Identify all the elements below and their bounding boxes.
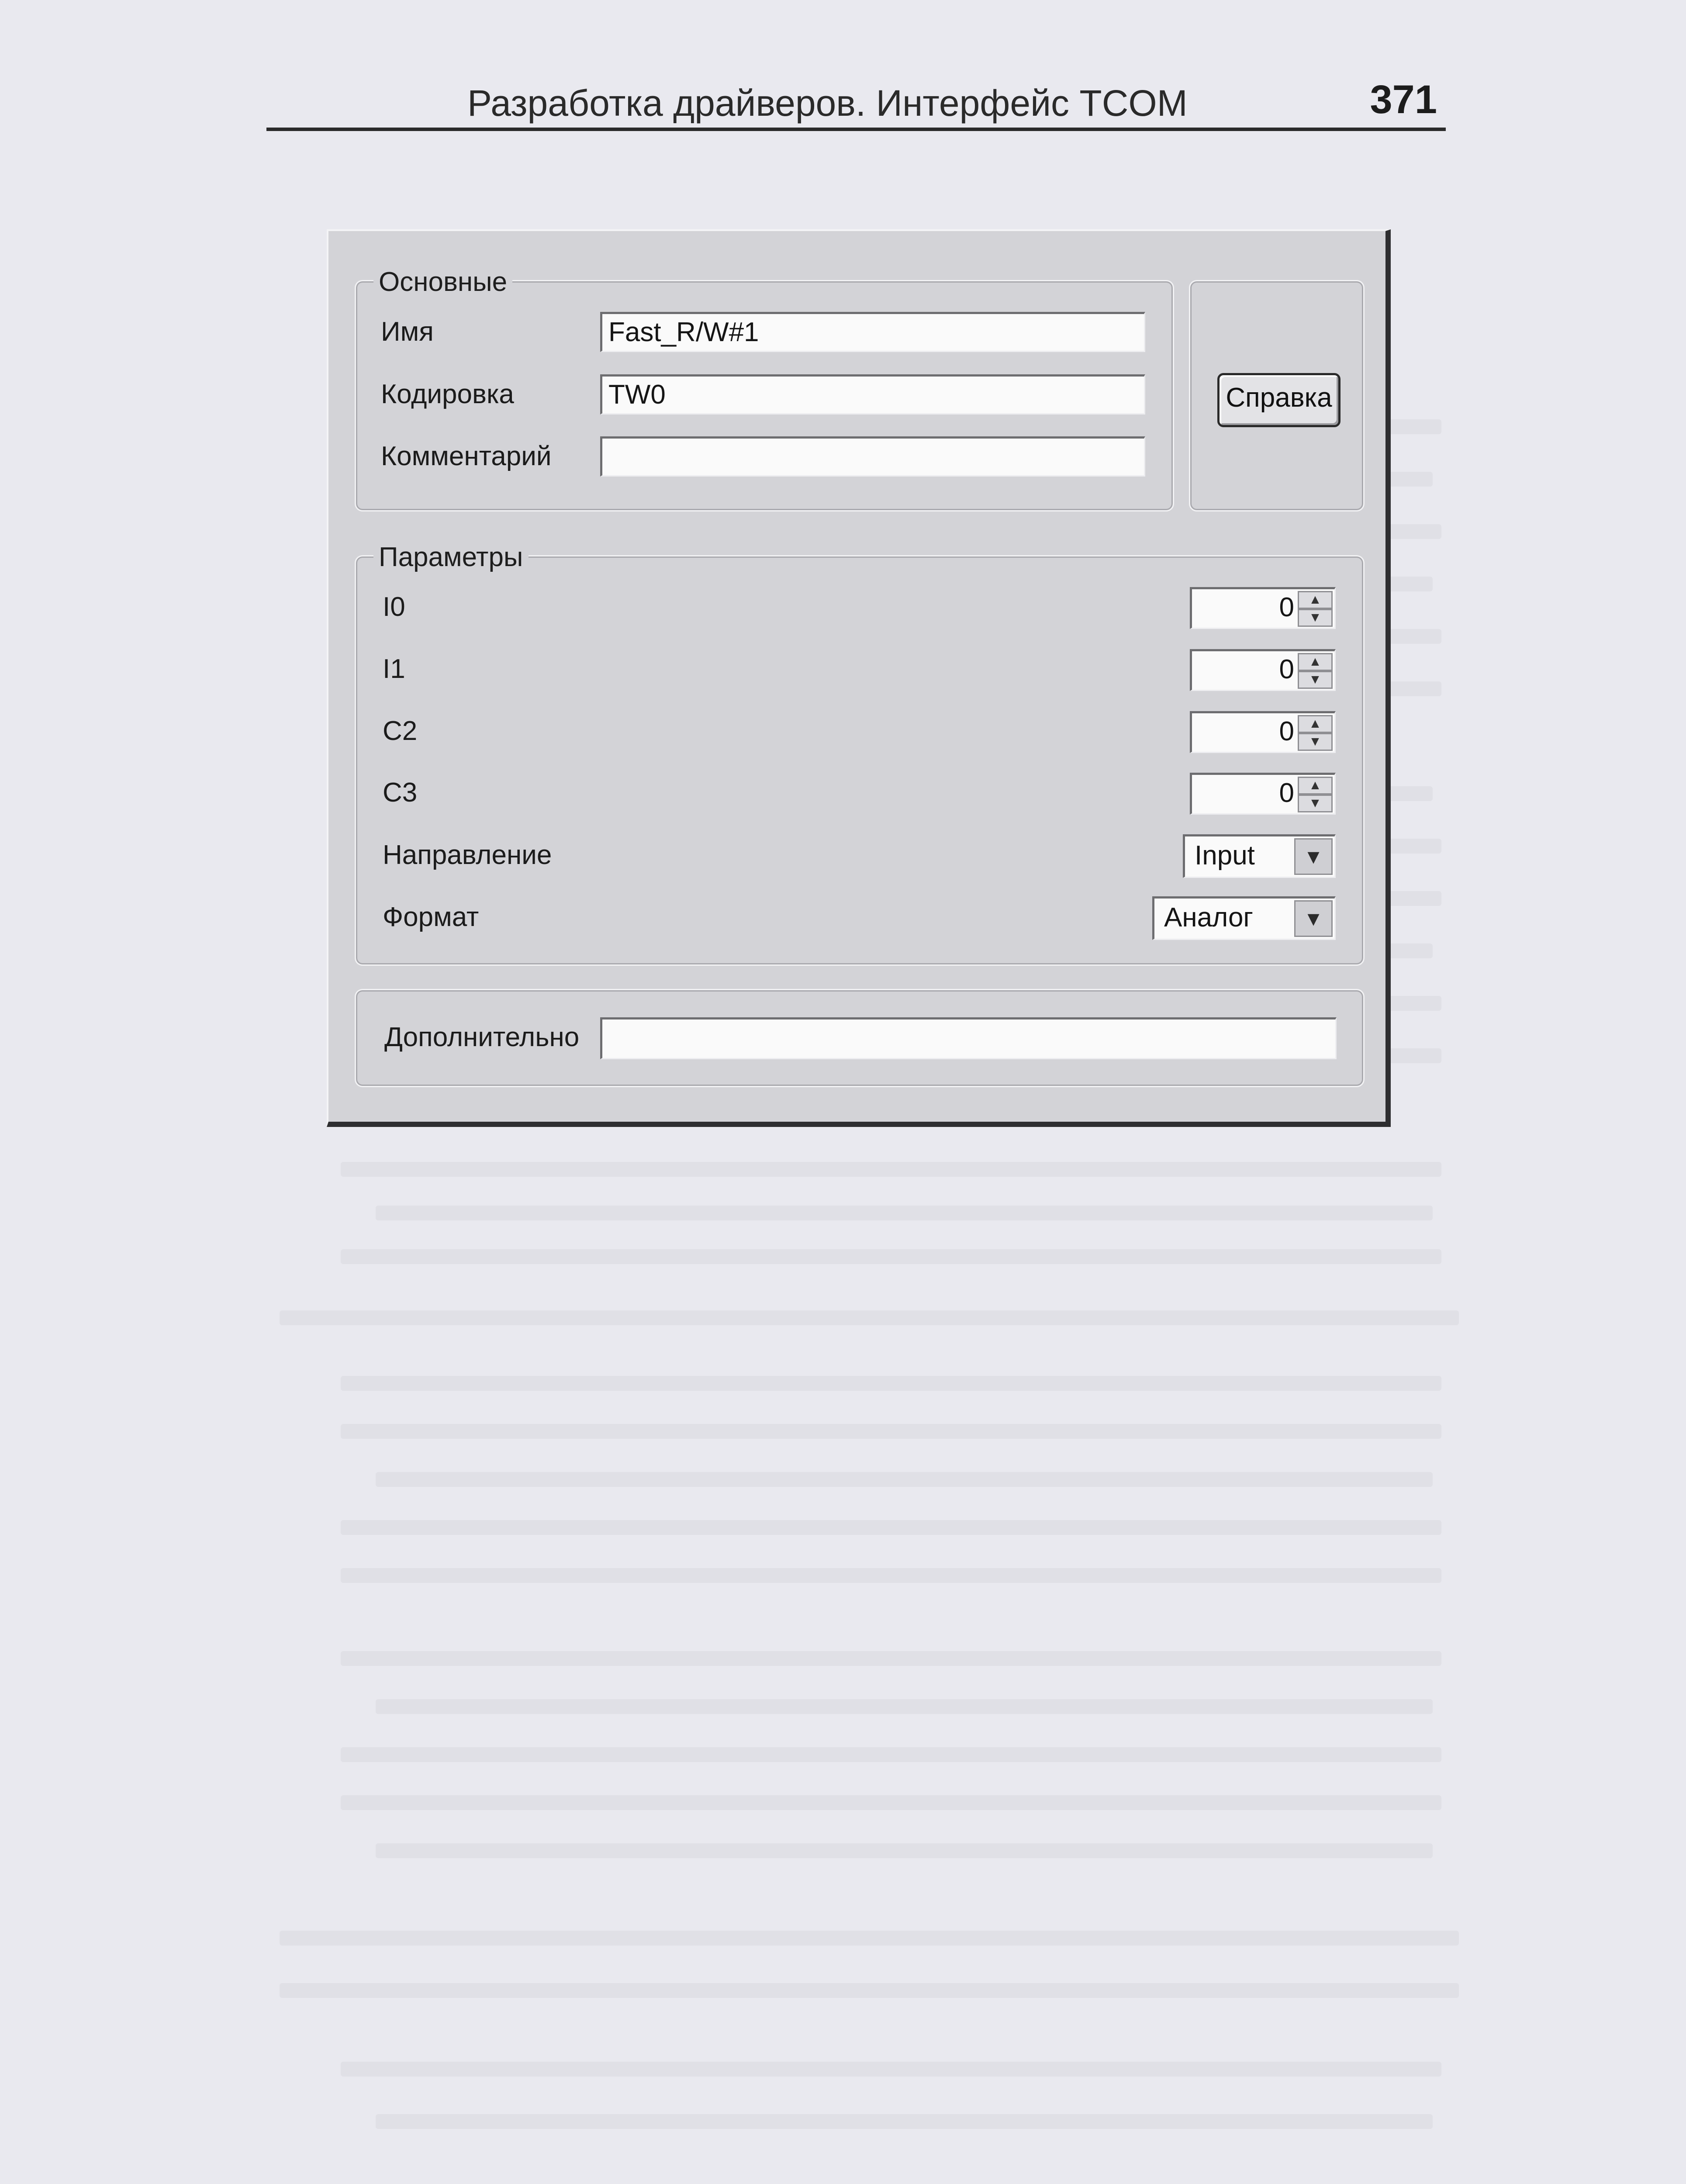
format-select[interactable] [1152,896,1336,940]
format-label: Формат [383,902,479,932]
comment-label: Комментарий [381,441,552,471]
param-c3-label: C3 [383,778,418,808]
extra-label: Дополнительно [384,1022,580,1052]
chevron-up-icon[interactable]: ▲ [1298,777,1333,795]
chevron-up-icon[interactable]: ▲ [1298,715,1333,733]
spin-arrows[interactable] [1298,715,1333,751]
param-i1-value: 0 [1279,654,1294,684]
page-header [266,66,1446,135]
encoding-label: Кодировка [381,379,514,409]
spin-arrows[interactable] [1298,653,1333,689]
direction-value: Input [1195,840,1255,871]
param-i1-stepper[interactable] [1190,649,1336,691]
format-value: Аналог [1164,902,1254,933]
param-c2-label: C2 [383,716,418,746]
params-group-legend: Параметры [373,542,529,573]
chevron-down-icon[interactable]: ▼ [1298,609,1333,627]
direction-select[interactable] [1183,834,1336,878]
param-c2-stepper[interactable] [1190,711,1336,753]
running-title: Разработка драйверов. Интерфейс TCOM [467,83,1188,124]
basic-group-legend: Основные [373,266,512,297]
param-c2-value: 0 [1279,716,1294,746]
driver-properties-dialog [327,229,1391,1127]
comment-input[interactable] [600,436,1145,477]
encoding-input[interactable]: TW0 [600,374,1145,415]
chevron-up-icon[interactable]: ▲ [1298,591,1333,609]
param-i0-stepper[interactable] [1190,587,1336,629]
spin-arrows[interactable] [1298,591,1333,627]
extra-input[interactable] [600,1017,1337,1059]
name-label: Имя [381,317,434,347]
param-c3-value: 0 [1279,778,1294,808]
param-c3-stepper[interactable] [1190,773,1336,815]
param-i0-label: I0 [383,592,405,622]
param-i0-value: 0 [1279,592,1294,622]
chevron-up-icon[interactable]: ▲ [1298,653,1333,671]
param-i1-label: I1 [383,654,405,684]
help-button[interactable]: Справка [1217,373,1341,427]
page-number: 371 [1370,77,1437,122]
chevron-down-icon[interactable]: ▼ [1298,671,1333,689]
header-rule [266,128,1446,131]
chevron-down-icon[interactable]: ▼ [1294,838,1333,875]
name-input[interactable]: Fast_R/W#1 [600,312,1145,352]
chevron-down-icon[interactable]: ▼ [1294,900,1333,937]
chevron-down-icon[interactable]: ▼ [1298,795,1333,812]
direction-label: Направление [383,840,552,870]
spin-arrows[interactable] [1298,777,1333,812]
chevron-down-icon[interactable]: ▼ [1298,733,1333,751]
